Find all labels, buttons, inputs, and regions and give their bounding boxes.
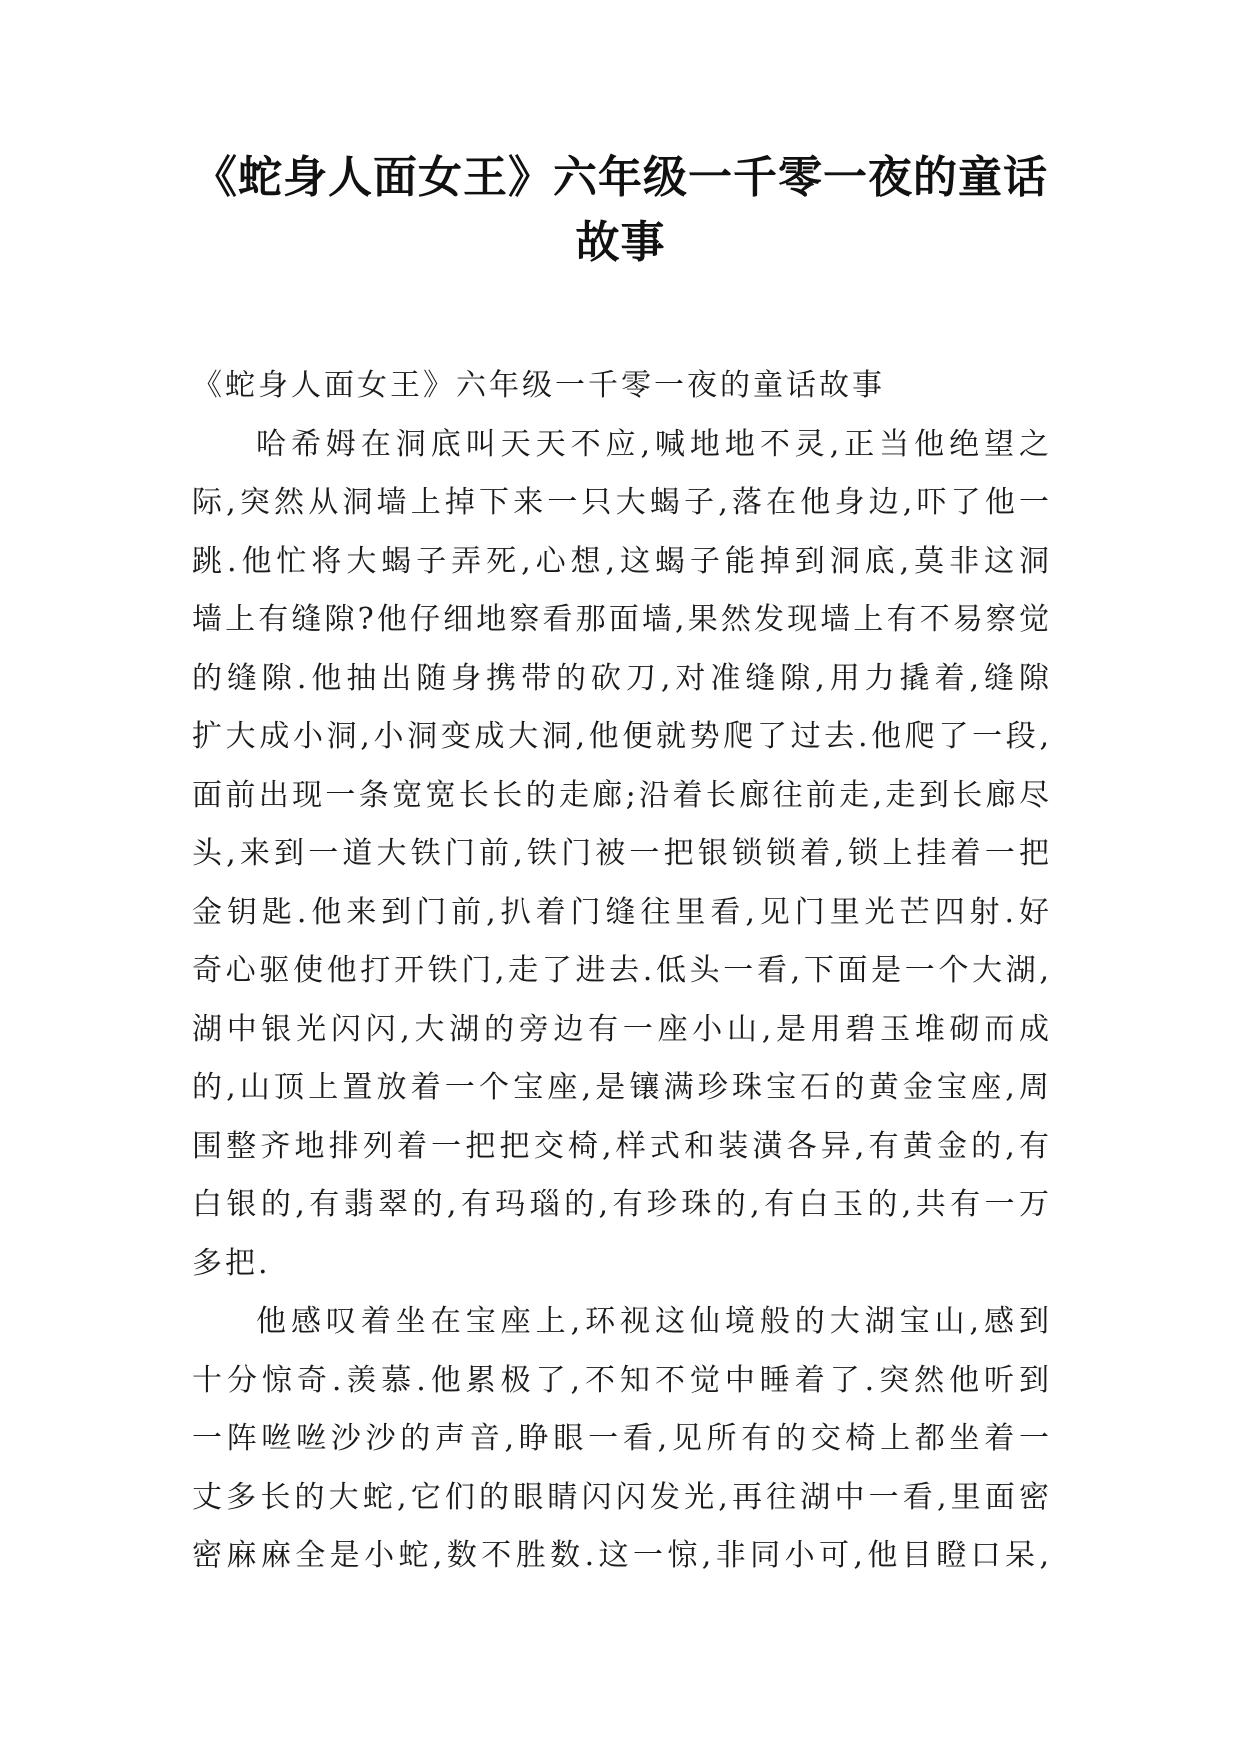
paragraph-line: 湖中银光闪闪,大湖的旁边有一座小山,是用碧玉堆砌而成 (192, 1011, 1052, 1047)
document-title (150, 145, 1091, 275)
paragraph-line: 墙上有缝隙?他仔细地察看那面墙,果然发现墙上有不易察觉 (192, 602, 1052, 637)
paragraph-line: 十分惊奇.羡慕.他累极了,不知不觉中睡着了.突然他听到 (192, 1362, 1052, 1398)
paragraph-line: 一阵咝咝沙沙的声音,睁眼一看,见所有的交椅上都坐着一 (192, 1421, 1052, 1456)
paragraph-line: 白银的,有翡翠的,有玛瑙的,有珍珠的,有白玉的,共有一万 (192, 1187, 1052, 1222)
title-line: 故事 (575, 217, 666, 268)
paragraph-line: 跳.他忙将大蝎子弄死,心想,这蝎子能掉到洞底,莫非这洞 (192, 543, 1052, 579)
paragraph-line: 扩大成小洞,小洞变成大洞,他便就势爬了过去.他爬了一段, (192, 719, 1052, 754)
paragraph-line: 金钥匙.他来到门前,扒着门缝往里看,见门里光芒四射.好 (192, 894, 1052, 930)
paragraph-line: 的缝隙.他抽出随身携带的砍刀,对准缝隙,用力撬着,缝隙 (192, 660, 1052, 696)
paragraph-line: 际,突然从洞墙上掉下来一只大蝎子,落在他身边,吓了他一 (192, 485, 1052, 520)
document-body (192, 357, 1052, 1586)
title-line: 《蛇身人面女王》六年级一千零一夜的童话 (193, 152, 1048, 203)
paragraph-line: 的,山顶上置放着一个宝座,是镶满珍珠宝石的黄金宝座,周 (192, 1070, 1052, 1105)
paragraph-line: 头,来到一道大铁门前,铁门被一把银锁锁着,锁上挂着一把 (192, 836, 1052, 871)
paragraph-line: 哈希姆在洞底叫天天不应,喊地地不灵,正当他绝望之 (256, 426, 1052, 462)
paragraph-line: 多把. (192, 1245, 271, 1281)
document-subtitle: 《蛇身人面女王》六年级一千零一夜的童话故事 (192, 368, 885, 403)
paragraph-line: 密麻麻全是小蛇,数不胜数.这一惊,非同小可,他目瞪口呆, (192, 1538, 1052, 1573)
paragraph-1 (192, 416, 1052, 1294)
paragraph-line: 他感叹着坐在宝座上,环视这仙境般的大湖宝山,感到 (256, 1304, 1052, 1339)
paragraph-2 (192, 1293, 1052, 1586)
paragraph-line: 丈多长的大蛇,它们的眼睛闪闪发光,再往湖中一看,里面密 (192, 1479, 1052, 1515)
paragraph-line: 奇心驱使他打开铁门,走了进去.低头一看,下面是一个大湖, (192, 953, 1052, 988)
paragraph-line: 围整齐地排列着一把把交椅,样式和装潢各异,有黄金的,有 (192, 1128, 1052, 1164)
paragraph-line: 面前出现一条宽宽长长的走廊;沿着长廊往前走,走到长廊尽 (192, 777, 1052, 813)
